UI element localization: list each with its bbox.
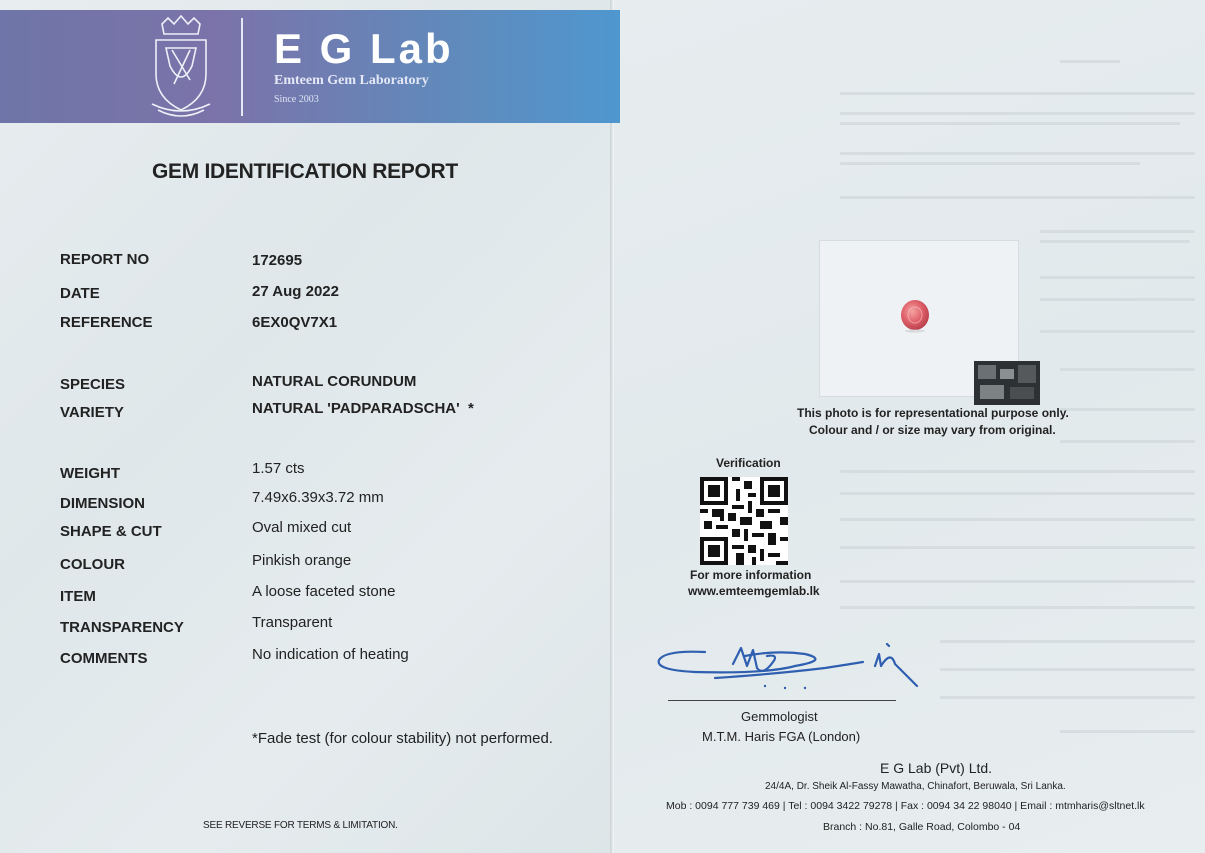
crest-logo-icon [148, 14, 214, 118]
signatory-name: M.T.M. Haris FGA (London) [702, 729, 861, 744]
signatory-role: Gemmologist [741, 709, 818, 724]
value-variety: NATURAL 'PADPARADSCHA' * [252, 400, 474, 417]
company-branch: Branch : No.81, Galle Road, Colombo - 04 [823, 821, 1021, 833]
value-shape-cut: Oval mixed cut [252, 519, 352, 536]
qr-code-icon[interactable] [700, 477, 788, 565]
signature-line [668, 700, 896, 701]
signature-icon [655, 640, 925, 700]
value-transparency: Transparent [252, 614, 333, 631]
label-dimension: DIMENSION [60, 495, 146, 512]
value-weight: 1.57 cts [252, 460, 305, 477]
value-date: 27 Aug 2022 [252, 283, 339, 300]
photo-caption-line1: This photo is for representational purpose only. [797, 406, 1069, 420]
label-variety: VARIETY [60, 404, 124, 421]
brand-name: E G Lab [274, 25, 454, 72]
label-item: ITEM [60, 588, 96, 605]
value-report-no: 172695 [252, 252, 303, 269]
value-colour: Pinkish orange [252, 552, 352, 569]
label-reference: REFERENCE [60, 314, 153, 331]
more-info-label: For more information [690, 568, 812, 582]
value-species: NATURAL CORUNDUM [252, 373, 417, 390]
label-species: SPECIES [60, 376, 126, 393]
gem-stone-icon [898, 299, 932, 333]
header-divider [241, 18, 243, 116]
hologram-seal-icon [974, 361, 1040, 405]
value-item: A loose faceted stone [252, 583, 396, 600]
company-address: 24/4A, Dr. Sheik Al-Fassy Mawatha, Chinafort, Beruwala, Sri Lanka. [765, 781, 1066, 792]
value-reference: 6EX0QV7X1 [252, 314, 338, 331]
verification-title: Verification [716, 456, 781, 470]
fold-line [610, 0, 614, 853]
label-report-no: REPORT NO [60, 251, 150, 268]
report-title: GEM IDENTIFICATION REPORT [152, 160, 458, 183]
label-date: DATE [60, 285, 100, 302]
company-name: E G Lab (Pvt) Ltd. [880, 760, 993, 776]
website-link[interactable]: www.emteemgemlab.lk [688, 584, 820, 598]
brand-since: Since 2003 [274, 94, 319, 105]
company-contact: Mob : 0094 777 739 469 | Tel : 0094 3422 79278 | Fax : 0094 34 22 98040 | Email : mtmharis@sltnet.lk [666, 800, 1145, 812]
brand-subtitle: Emteem Gem Laboratory [274, 73, 429, 88]
value-dimension: 7.49x6.39x3.72 mm [252, 489, 384, 506]
label-transparency: TRANSPARENCY [60, 619, 184, 636]
label-shape-cut: SHAPE & CUT [60, 523, 162, 540]
terms-notice: SEE REVERSE FOR TERMS & LIMITATION. [203, 820, 398, 831]
photo-caption-line2: Colour and / or size may vary from original. [809, 423, 1056, 437]
fade-test-footnote: *Fade test (for colour stability) not performed. [252, 730, 553, 747]
label-weight: WEIGHT [60, 465, 120, 482]
label-comments: COMMENTS [60, 650, 148, 667]
value-comments: No indication of heating [252, 646, 409, 663]
label-colour: COLOUR [60, 556, 125, 573]
